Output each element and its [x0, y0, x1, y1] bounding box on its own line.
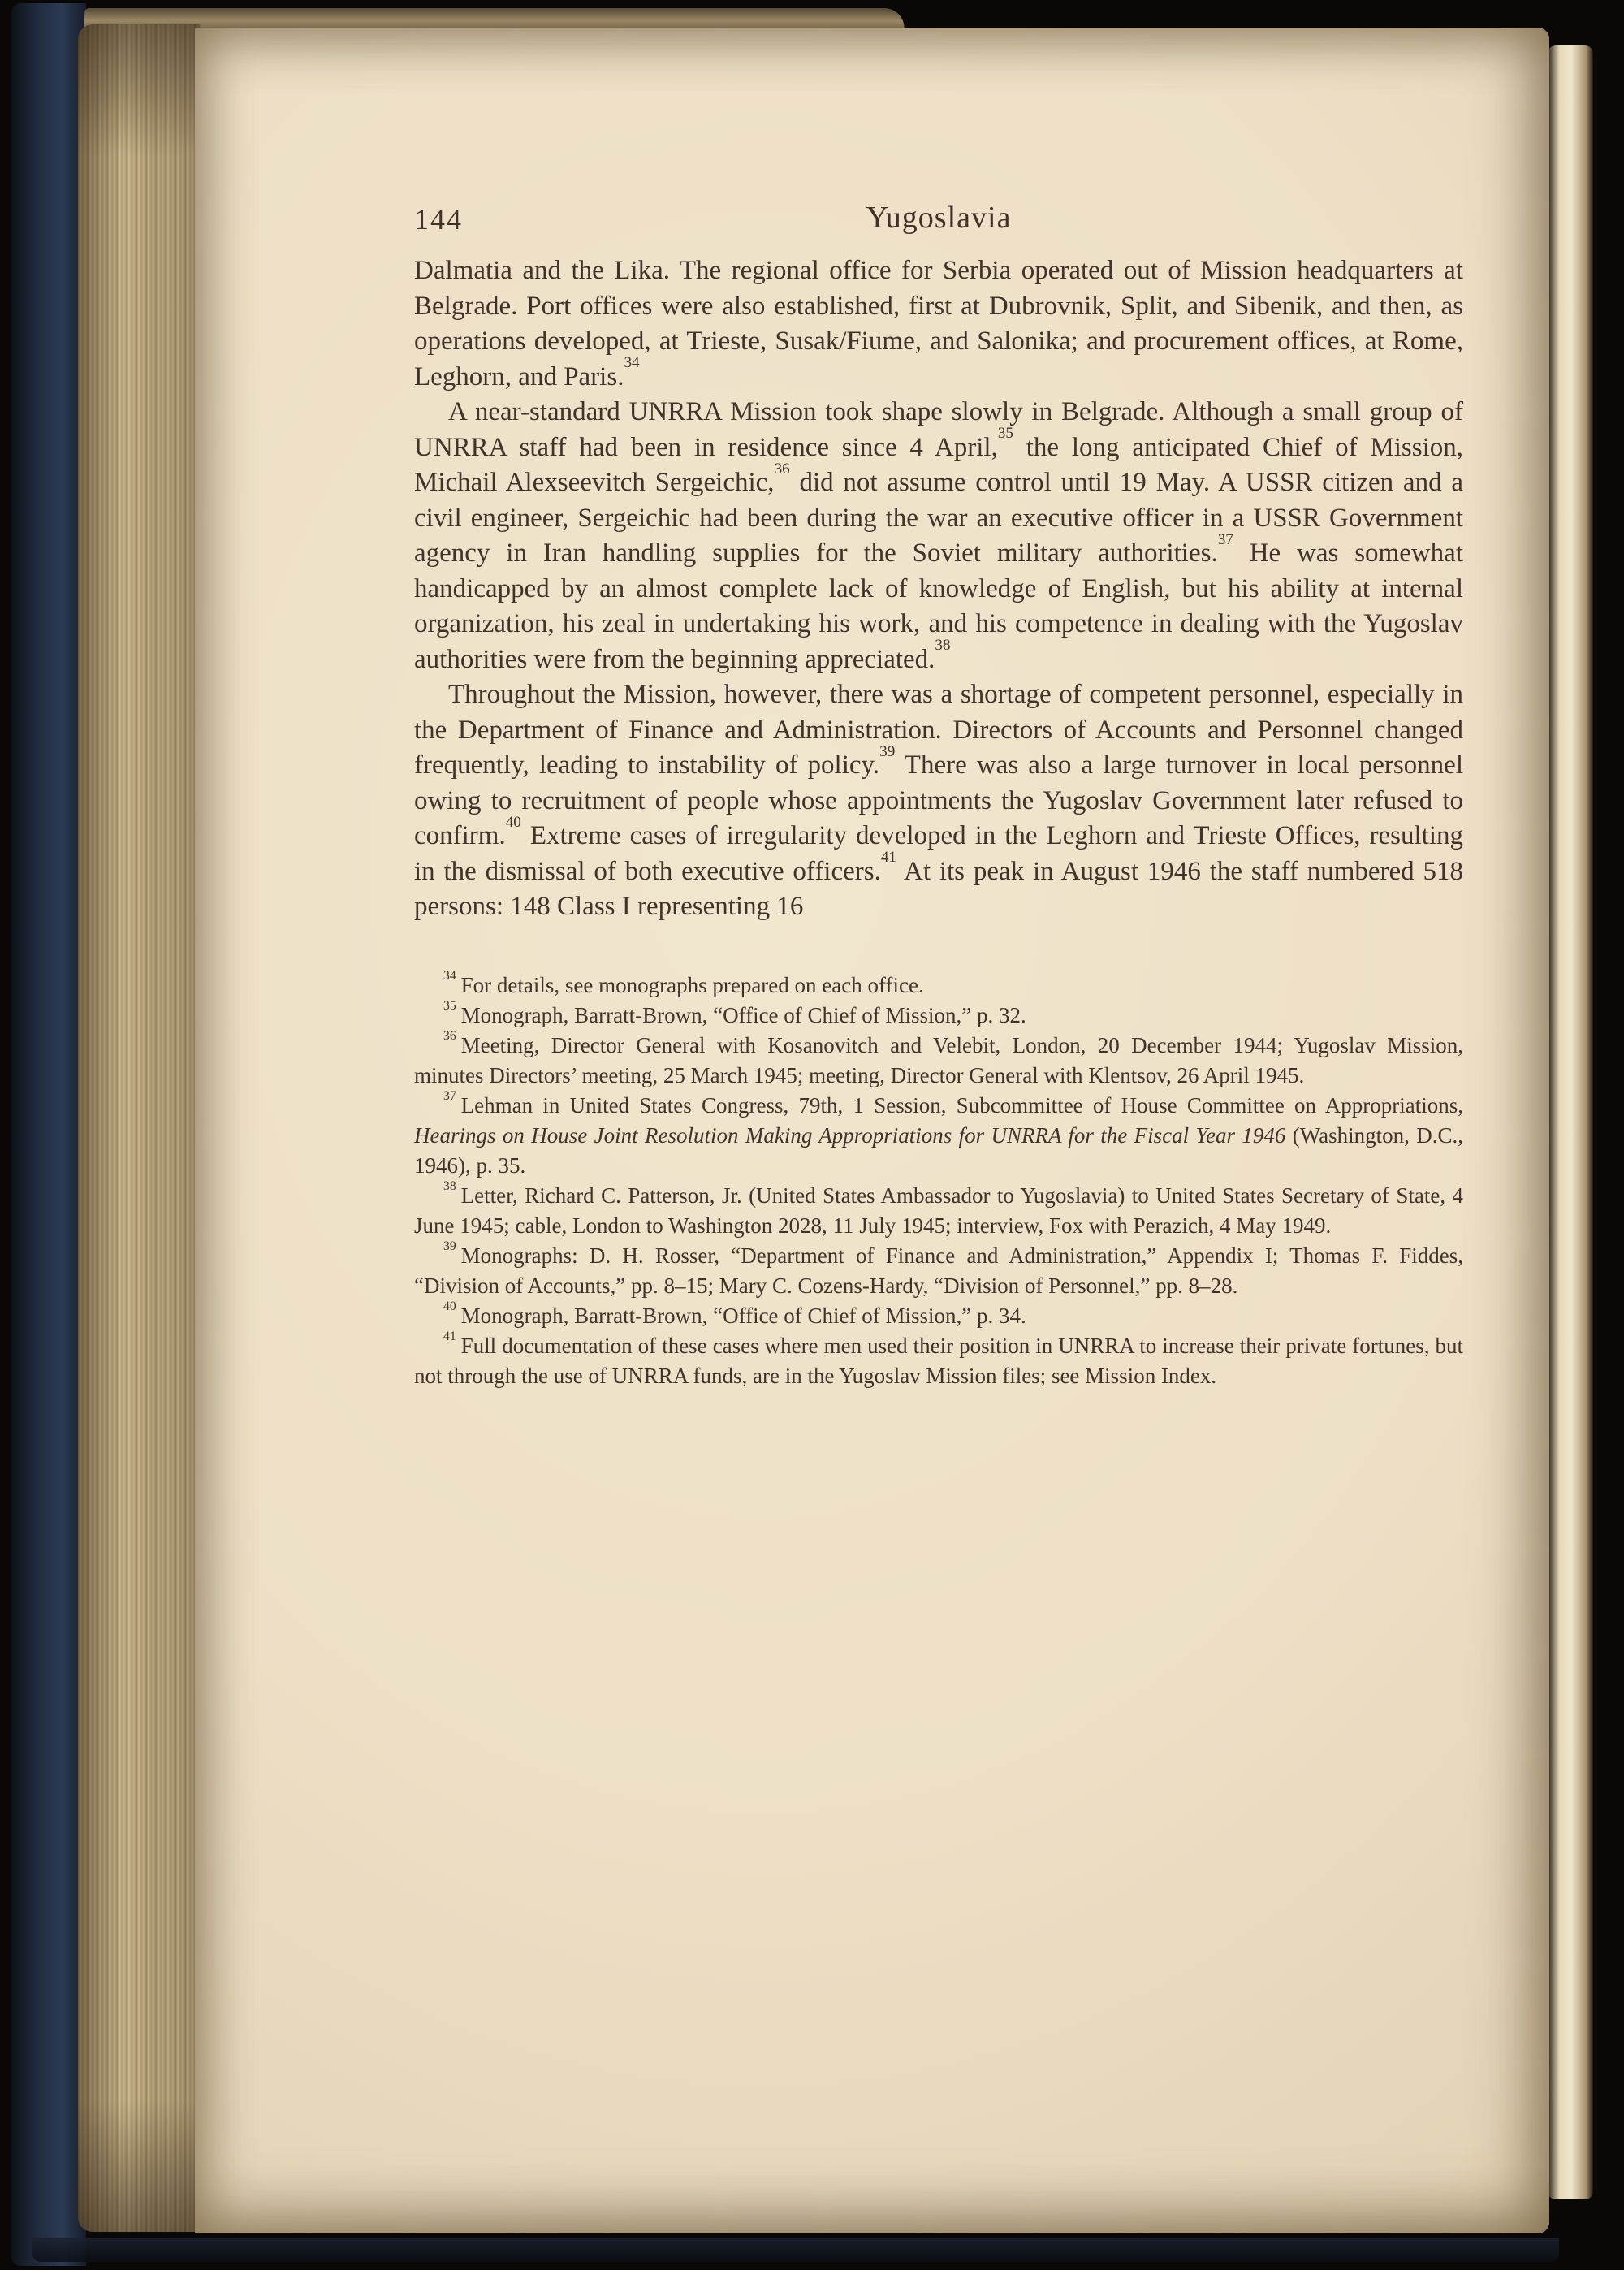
footnote-ref: 35: [997, 425, 1013, 443]
book-page: [195, 28, 1549, 2233]
footnote-ref: 39: [879, 742, 896, 760]
footnote: $^{38}$ Letter, Richard C. Patterson, Jr. (United States Ambassador to Yugoslavia) to United States Secretary of State, 4 June 1945; cable, London to Washington 2028, 11 July 1945; interview, Fox with Perazich, 4 May 1949.: [414, 1178, 1463, 1238]
footnote-number: 40: [443, 1299, 456, 1313]
footnote: $^{41}$ Full documentation of these cases where men used their position in UNRRA to increase their private fortunes, but not through the use of UNRRA funds, are in the Yugoslav Mission files; see Mission Index.: [414, 1329, 1463, 1388]
body-text: [414, 253, 1463, 925]
facing-page-edge: [1548, 45, 1593, 2199]
page-content: [414, 200, 1463, 1391]
running-head: Yugoslavia: [866, 201, 1012, 235]
footnote-ref: 40: [505, 813, 521, 831]
footnote-number: 35: [443, 998, 456, 1013]
body-paragraph: Throughout the Mission, however, there was a shortage of competent personnel, especially in the Department of Finance and Administration. Directors of Accounts and Personnel changed frequently, leading to instability of policy.$^{39}$ There was also a large turnover in local personnel owing to recruitment of people whose appointments the Yugoslav Government later refused to confirm.$^{40}$ Extreme cases of irregularity developed in the Leghorn and Trieste Offices, resulting in the dismissal of both executive officers.$^{41}$ At its peak in August 1946 the staff numbered 518 persons: 148 Class I representing 16: [414, 680, 1463, 921]
footnote: $^{35}$ Monograph, Barratt-Brown, “Office of Chief of Mission,” p. 32.: [443, 998, 1026, 1027]
book-cover: [11, 3, 86, 2266]
page-header: [414, 200, 1463, 245]
footnote-number: 37: [443, 1088, 456, 1103]
footnote-ref: 37: [1217, 530, 1233, 548]
page-number: 144: [414, 203, 463, 236]
body-paragraph: A near-standard UNRRA Mission took shape slowly in Belgrade. Although a small group of UNRRA staff had been in residence since 4 April,$^{35}$ the long anticipated Chief of Mission, Michail Alexseevitch Sergeichic,$^{36}$ did not assume control until 19 May. A USSR citizen and a civil engineer, Sergeichic had been during the war an executive officer in a USSR Government agency in Iran handling supplies for the Soviet military authorities.$^{37}$ He was somewhat handicapped by an almost complete lack of knowledge of English, but his ability at internal organization, his zeal in undertaking his work, and his competence in dealing with the Yugoslav authorities were from the beginning appreciated.$^{38}$: [414, 397, 1464, 674]
footnote-ref: 41: [880, 849, 896, 867]
footnotes: [414, 968, 1463, 1391]
body-paragraph: Dalmatia and the Lika. The regional office for Serbia operated out of Mission headquarters at Belgrade. Port offices were also established, first at Dubrovnik, Split, and Sibenik, and then, as operations developed, at Trieste, Susak/Fiume, and Salonika; and procurement offices, at Rome, Leghorn, and Paris.$^{34}$: [414, 256, 1463, 391]
footnote-number: 39: [443, 1239, 456, 1253]
footnote-ref: 38: [935, 637, 951, 655]
book-cover-bottom: [32, 2238, 1559, 2262]
page-fore-edges: [78, 24, 200, 2232]
footnote: $^{40}$ Monograph, Barratt-Brown, “Office of Chief of Mission,” p. 34.: [443, 1299, 1026, 1328]
italic-title: Hearings on House Joint Resolution Making Appropriations for UNRRA for the Fiscal Year 1946: [414, 1122, 1286, 1148]
footnote: $^{36}$ Meeting, Director General with Kosanovitch and Velebit, London, 20 December 1944; Yugoslav Mission, minutes Directors’ meeting, 25 March 1945; meeting, Director General with Klentsov, 26 April 1945.: [414, 1028, 1463, 1087]
footnote-number: 38: [443, 1178, 456, 1193]
footnote: $^{37}$ Lehman in United States Congress, 79th, 1 Session, Subcommittee of House Committee on Appropriations, Hearings on House Joint Resolution Making Appropriations for UNRRA for the Fiscal Year 1946 (Washington, D.C., 1946), p. 35.: [414, 1088, 1463, 1178]
footnote: $^{34}$ For details, see monographs prepared on each office.: [443, 968, 924, 997]
footnote-number: 36: [443, 1028, 456, 1043]
footnote-ref: 36: [774, 460, 790, 478]
footnote-number: 41: [443, 1329, 456, 1343]
footnote-number: 34: [443, 968, 456, 983]
footnote-ref: 34: [624, 354, 640, 372]
footnote: $^{39}$ Monographs: D. H. Rosser, “Department of Finance and Administration,” Appendix I; Thomas F. Fiddes, “Division of Accounts,” pp. 8–15; Mary C. Cozens-Hardy, “Division of Personnel,” pp. 8–28.: [414, 1239, 1463, 1298]
